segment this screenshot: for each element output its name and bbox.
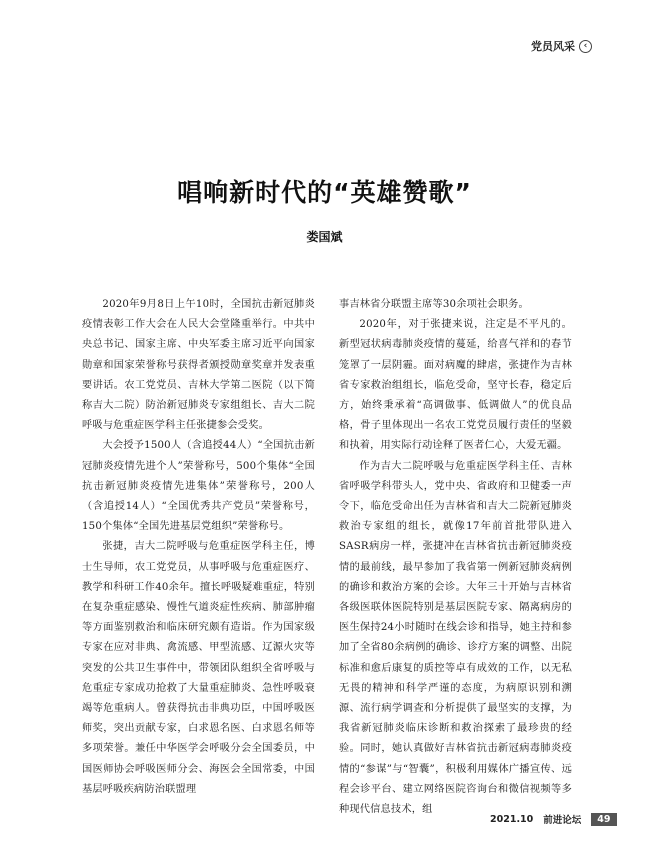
section-header [531,38,592,54]
paragraph: 张捷，吉大二院呼吸与危重症医学科主任，博士生导师，农工党党员，从事呼吸与危重症医疗、教学和科研工作40余年。擅长呼吸疑难重症，特别在复杂重症感染、慢性气道炎症性疾病、肺部肿瘤等方面鉴别救治和临床研究颇有造诣。作为国家级专家在应对非典、禽流感、甲型流感、辽源火灾等突发的公共卫生事件中，带领团队组织全省呼吸与危重症专家成功抢救了大量重症肺炎、急性呼吸衰竭等危重病人。曾获得抗击非典功臣，中国呼吸医师奖，突出贡献专家，白求恩名医、白求恩名师等多项荣誉。兼任中华医学会呼吸分会全国委员，中国医师协会呼吸医师分会、海医会全国常委，中国基层呼吸疾病防治联盟理 [82,541,315,795]
paragraph: 作为吉大二院呼吸与危重症医学科主任、吉林省呼吸学科带头人，党中央、省政府和卫健委一声令下，临危受命出任为吉林省和吉大二院新冠肺炎救治专家组的组长，就像17年前首批带队进入SASR病房一样，张捷冲在吉林省抗击新冠肺炎疫情的最前线，最早参加了我省第一例新冠肺炎病例的确诊和救治方案的会诊。大年三十开始与吉林省各级医联体医院特别是基层医院专家、隔离病房的医生保持24小时随时在线会诊和指导，她主持和参加了全省80余病例的确诊、诊疗方案的调整、出院标准和愈后康复的质控等卓有成效的工作，以无私无畏的精神和科学严谨的态度，为病原识别和溯源、流行病学调查和分析提供了最坚实的支撑，为我省新冠肺炎临床诊断和救治探索了最珍贵的经验。同时，她认真做好吉林省抗击新冠病毒肺炎疫情的“参谋”与“智囊”，积极利用媒体广播宣传、远程会诊平台、建立网络医院咨询台和微信视频等多种现代信息技术，组 [339,460,572,816]
page-footer [490,812,617,826]
chevron-left-circle-icon: ‹ [579,40,592,53]
paragraph: 2020年，对于张捷来说，注定是不平凡的。新型冠状病毒肺炎疫情的蔓延，给喜气祥和的春节笼罩了一层阴霾。面对病魔的肆虐，张捷作为吉林省专家救治组组长，临危受命，坚守长春，稳定后方，始终秉承着“高调做事、低调做人”的优良品格，骨子里体现出一名农工党党员履行责任的坚毅和执着，用实际行动诠释了医者仁心，大爱无疆。 [339,319,572,452]
issue-number: 2021.10 [490,813,534,825]
section-label: 党员风采 [531,40,575,53]
left-column [82,295,315,800]
paragraph: 2020年9月8日上午10时，全国抗击新冠肺炎疫情表彰工作大会在人民大会堂隆重举行。中共中央总书记、国家主席、中央军委主席习近平向国家勋章和国家荣誉称号获得者颁授勋章奖章并发表重要讲话。农工党党员、吉林大学第二医院（以下简称吉大二院）防治新冠肺炎专家组组长、吉大二院呼吸与危重症医学科主任张捷参会受奖。 [82,299,315,432]
page-number: 49 [591,813,616,826]
paragraph: 大会授予1500人（含追授44人）“全国抗击新冠肺炎疫情先进个人”荣誉称号，500个集体“全国抗击新冠肺炎疫情先进集体”荣誉称号，200人（含追授14人）“全国优秀共产党员”荣誉称号，150个集体“全国先进基层党组织”荣誉称号。 [82,440,315,533]
article-author: 娄国斌 [306,230,343,244]
article-title: 唱响新时代的“英雄赞歌” [177,178,472,207]
paragraph-continued: 事吉林省分联盟主席等30余项社会职务。 [339,299,529,310]
magazine-name: 前进论坛 [543,815,582,826]
right-column [339,295,572,820]
